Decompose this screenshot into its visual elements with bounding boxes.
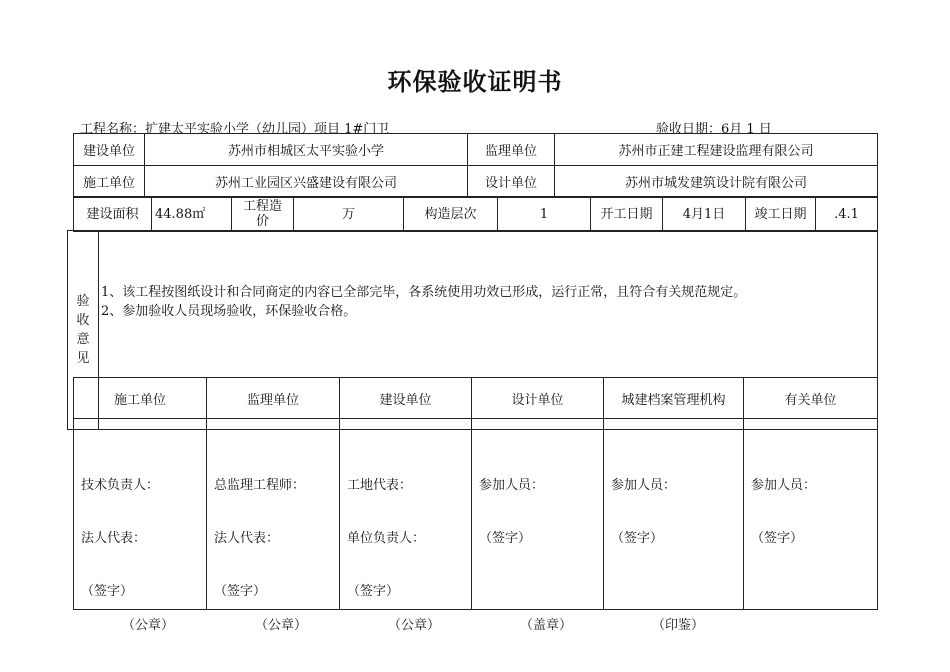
sign-line: （签字）: [214, 584, 267, 599]
table-row: [74, 197, 878, 232]
table-row: [74, 134, 878, 166]
floors-label: 构造层次: [404, 197, 498, 232]
sign-line: 法人代表：: [214, 531, 280, 546]
sign-cell-builder: [340, 419, 472, 633]
acceptance-date: 验收日期：6月 1 日: [656, 122, 772, 137]
unit-info-table: [73, 133, 878, 198]
start-date-value: 4月1日: [663, 197, 746, 232]
sign-line: 工地代表：: [347, 478, 413, 493]
seal-text: （盖章）: [520, 618, 573, 633]
supervisor-value: 苏州市正建工程建设监理有限公司: [555, 134, 878, 166]
end-date-value: .4.1: [816, 197, 878, 232]
seal-text: （公章）: [388, 618, 441, 633]
sign-line: 法人代表：: [81, 531, 147, 546]
sign-header-archives: 城建档案管理机构: [604, 378, 744, 419]
document-title: 环保验收证明书: [387, 68, 563, 96]
sign-line: （签字）: [81, 584, 134, 599]
sign-line: （签字）: [347, 584, 400, 599]
sign-line: 技术负责人：: [81, 478, 160, 493]
sign-line: 参加人员：: [751, 478, 817, 493]
seal-text: （公章）: [122, 618, 175, 633]
sign-line: 总监理工程师：: [214, 478, 306, 493]
opinion-line-2: 2、参加验收人员现场验收，环保验收合格。: [101, 304, 357, 319]
sign-cell-related: [744, 419, 878, 610]
sign-cell-supervisor: [207, 419, 340, 633]
contractor-label: 施工单位: [74, 166, 145, 198]
opinion-label-char: 收: [76, 313, 90, 328]
sign-line: （签字）: [611, 531, 664, 546]
contractor-value: 苏州工业园区兴盛建设有限公司: [145, 166, 468, 198]
opinion-label-char: 验: [76, 294, 90, 309]
opinion-label-char: 意: [76, 332, 90, 347]
sign-header-builder: 建设单位: [340, 378, 472, 419]
project-stats-table: [73, 196, 878, 232]
supervisor-label: 监理单位: [468, 134, 555, 166]
sign-line: 单位负责人：: [347, 531, 426, 546]
sign-header-supervisor: 监理单位: [207, 378, 340, 419]
area-label: 建设面积: [74, 197, 152, 232]
cost-label: [232, 197, 294, 232]
sign-cell-contractor: [74, 419, 207, 633]
area-value: 44.88㎡: [152, 197, 232, 232]
sign-header-contractor: 施工单位: [74, 378, 207, 419]
floors-value: 1: [498, 197, 591, 232]
table-row: [74, 166, 878, 198]
sign-line: 参加人员：: [611, 478, 677, 493]
signature-table: [73, 377, 878, 633]
sign-cell-designer: [472, 419, 604, 633]
project-name: 工程名称：扩建太平实验小学（幼儿园）项目 1#门卫: [80, 122, 390, 137]
sign-cell-archives: [604, 419, 744, 633]
builder-label: 建设单位: [74, 134, 145, 166]
sign-header-designer: 设计单位: [472, 378, 604, 419]
designer-value: 苏州市城发建筑设计院有限公司: [555, 166, 878, 198]
seal-text: （印鉴）: [652, 618, 705, 633]
sign-line: 参加人员：: [479, 478, 545, 493]
cost-label-line1: 工程造: [242, 199, 282, 214]
seal-text: （公章）: [255, 618, 308, 633]
builder-value: 苏州市相城区太平实验小学: [145, 134, 468, 166]
sign-header-related: 有关单位: [744, 378, 878, 419]
designer-label: 设计单位: [468, 166, 555, 198]
start-date-label: 开工日期: [591, 197, 663, 232]
end-date-label: 竣工日期: [746, 197, 816, 232]
opinion-label-char: 见: [76, 351, 90, 366]
table-row: [74, 419, 878, 610]
sign-line: （签字）: [751, 531, 804, 546]
table-row: [74, 378, 878, 419]
opinion-line-1: 1、该工程按图纸设计和合同商定的内容已全部完毕，各系统使用功效已形成，运行正常，且符合有关规范规定。: [101, 285, 747, 300]
sign-line: （签字）: [479, 531, 532, 546]
cost-value: 万: [294, 197, 404, 232]
cost-label-line2: 价: [255, 214, 269, 229]
